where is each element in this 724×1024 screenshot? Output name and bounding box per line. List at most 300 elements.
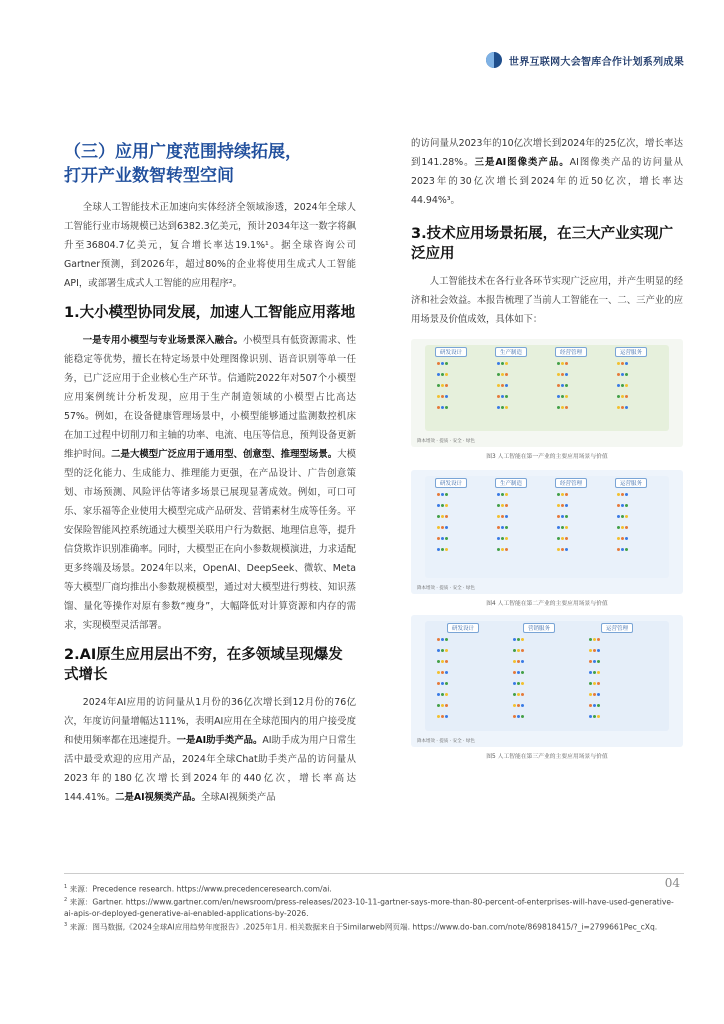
fig-scene-marker xyxy=(437,681,449,686)
fig-value-dot xyxy=(445,649,448,652)
fig-scene-marker xyxy=(497,503,509,508)
fig-scene-marker xyxy=(557,394,569,399)
fig-value-dot xyxy=(437,704,440,707)
fig-value-dot xyxy=(557,515,560,518)
fig-value-dot xyxy=(497,537,500,540)
fig-value-dot xyxy=(517,704,520,707)
fig3-col-2: 生产制造 xyxy=(495,347,527,357)
fig-scene-marker xyxy=(513,670,525,675)
fig-value-dot xyxy=(617,548,620,551)
fig-value-dot xyxy=(617,406,620,409)
fig-value-dot xyxy=(625,504,628,507)
fig-value-dot xyxy=(437,406,440,409)
fig4-col-4: 运营服务 xyxy=(615,478,647,488)
fig-value-dot xyxy=(625,395,628,398)
fig-scene-marker xyxy=(437,670,449,675)
fig-value-dot xyxy=(445,515,448,518)
fig-value-dot xyxy=(561,395,564,398)
fig-scene-marker xyxy=(497,372,509,377)
fig-scene-marker xyxy=(557,536,569,541)
fig-scene-marker xyxy=(617,383,629,388)
fig-scene-marker xyxy=(437,525,449,530)
fig-value-dot xyxy=(565,537,568,540)
fig5-col-1: 研发设计 xyxy=(447,623,479,633)
fig-value-dot xyxy=(497,395,500,398)
footnote-3: $^3$ 来源：图马数据,《2024全球AI应用趋势年度报告》.2025年1月. 相关数据来自于Similarweb网页端. https://www.do-ban.com/note/869818415/?_i=2799661Pec_cXq. xyxy=(64,921,658,932)
fig-value-dot xyxy=(501,373,504,376)
fig-scene-marker xyxy=(557,547,569,552)
fig4-col-2: 生产制造 xyxy=(495,478,527,488)
fig-scene-marker xyxy=(437,383,449,388)
fig-value-dot xyxy=(497,406,500,409)
fig-scene-marker xyxy=(437,394,449,399)
fig-value-dot xyxy=(441,373,444,376)
section-title-line2: 打开产业数智转型空间 xyxy=(64,166,234,186)
fig-value-dot xyxy=(561,362,564,365)
fig4-caption: 图4 人工智能在第二产业的主要应用场景与价值 xyxy=(486,601,608,607)
fig-scene-marker xyxy=(497,361,509,366)
fig-value-dot xyxy=(501,493,504,496)
fig-value-dot xyxy=(437,395,440,398)
fig-value-dot xyxy=(565,526,568,529)
fig-value-dot xyxy=(625,515,628,518)
fig-value-dot xyxy=(505,395,508,398)
fig-value-dot xyxy=(501,504,504,507)
fig-value-dot xyxy=(505,504,508,507)
fig-value-dot xyxy=(497,362,500,365)
fig-value-dot xyxy=(437,660,440,663)
fig-value-dot xyxy=(437,373,440,376)
fig-value-dot xyxy=(521,638,524,641)
fig-value-dot xyxy=(617,395,620,398)
fig-value-dot xyxy=(445,362,448,365)
page-number: 04 xyxy=(664,876,680,890)
fig-value-dot xyxy=(617,493,620,496)
fig-scene-marker xyxy=(513,692,525,697)
fig-scene-marker xyxy=(589,637,601,642)
fig-value-dot xyxy=(505,515,508,518)
fig-value-dot xyxy=(561,537,564,540)
fig-value-dot xyxy=(501,526,504,529)
fig3-legend: 降本增效 · 提质 · 安全 · 绿色 xyxy=(417,439,475,444)
fig-value-dot xyxy=(557,526,560,529)
fig-value-dot xyxy=(565,493,568,496)
fig-value-dot xyxy=(437,682,440,685)
fig-scene-marker xyxy=(437,536,449,541)
fig-value-dot xyxy=(501,362,504,365)
fig-value-dot xyxy=(593,682,596,685)
fig-value-dot xyxy=(589,660,592,663)
fig-value-dot xyxy=(597,715,600,718)
fig-value-dot xyxy=(513,704,516,707)
p2-text: 2024年AI应用的访问量从1月份的36亿次增长到12月份的76亿次，年度访问量增幅达111%，表明AI应用在全球范围内的用户接受度和使用频率都在迅速提升。 xyxy=(64,697,356,746)
fig-scene-marker xyxy=(589,703,601,708)
figure-3-panel xyxy=(425,345,669,431)
fig-scene-marker xyxy=(497,405,509,410)
fig-value-dot xyxy=(501,515,504,518)
fig-value-dot xyxy=(501,384,504,387)
fig-value-dot xyxy=(441,715,444,718)
fig-value-dot xyxy=(505,526,508,529)
fig3-caption: 图3 人工智能在第一产业的主要应用场景与价值 xyxy=(486,454,608,460)
footnote-3-text: 来源：图马数据,《2024全球AI应用趋势年度报告》.2025年1月. 相关数据来自于Similarweb网页端. https://www.do-ban.com/note/869818415/?_i=2799661Pec_cXq. xyxy=(69,922,658,932)
fig-value-dot xyxy=(593,693,596,696)
fig-value-dot xyxy=(621,515,624,518)
fig-value-dot xyxy=(517,671,520,674)
fig3-col-1: 研发设计 xyxy=(435,347,467,357)
fig-scene-marker xyxy=(437,547,449,552)
fig-scene-marker xyxy=(589,681,601,686)
fig-value-dot xyxy=(597,671,600,674)
fig-value-dot xyxy=(565,384,568,387)
fig-value-dot xyxy=(621,526,624,529)
fig-value-dot xyxy=(517,638,520,641)
fig-value-dot xyxy=(441,704,444,707)
fig-value-dot xyxy=(441,384,444,387)
fig-scene-marker xyxy=(617,547,629,552)
p1-text: 小模型具有低资源需求、性能稳定等优势，擅长在特定场景中处理图像识别、语音识别等单一任务，已广泛应用于企业核心生产环节。信通院2022年对507个小模型应用案例统计分析发现，应用于生产制造领域的小模型占比高达57%。例如，在设备健康管理场景中，小模型能够通过监测数控机床在加工过程中切削刀和主轴的功率、电流、电压等信息，预判设备更新维护时间。 xyxy=(64,335,356,460)
fig-value-dot xyxy=(441,493,444,496)
fig-scene-marker xyxy=(513,648,525,653)
fig-value-dot xyxy=(625,406,628,409)
fig-value-dot xyxy=(441,515,444,518)
fig-value-dot xyxy=(621,493,624,496)
page-header xyxy=(486,52,684,68)
fig-value-dot xyxy=(513,715,516,718)
fig-value-dot xyxy=(445,671,448,674)
fig-scene-marker xyxy=(497,394,509,399)
fig-value-dot xyxy=(557,362,560,365)
fig-scene-marker xyxy=(589,670,601,675)
footnote-2: $^2$ 来源：Gartner. https://www.gartner.com/en/newsroom/press-releases/2023-10-11-gartner-says-more-than-80-percent-of-enterprises-will-have-used-generative-ai-apis-or-deployed-generative-ai-enabled-applications-by-2026. xyxy=(64,897,674,919)
fig-value-dot xyxy=(437,526,440,529)
fig-value-dot xyxy=(557,548,560,551)
fig-scene-marker xyxy=(557,514,569,519)
fig-scene-marker xyxy=(557,372,569,377)
cont-text2: AI图像类产品的访问量从2023年的30亿次增长到2024年的近50亿次，增长率达44.94%³。 xyxy=(411,157,683,206)
fig-scene-marker xyxy=(617,514,629,519)
fig-scene-marker xyxy=(497,547,509,552)
section-title xyxy=(64,140,356,188)
fig5-col-2: 营销服务 xyxy=(523,623,555,633)
fig-value-dot xyxy=(597,704,600,707)
fig-scene-marker xyxy=(589,648,601,653)
footnotes xyxy=(64,882,674,933)
fig-value-dot xyxy=(437,649,440,652)
fig-value-dot xyxy=(505,493,508,496)
intro-paragraph: 全球人工智能技术正加速向实体经济全领域渗透，2024年全球人工智能行业市场规模已达到6382.3亿美元，预计2034年这一数字将飙升至36804.7亿美元，复合增长率达19.1%¹。据全球咨询公司Gartner预测，到2026年，超过80%的企业将使用生成式人工智能API，或部署生成式人工智能的应用程序²。 xyxy=(64,202,356,289)
fig-value-dot xyxy=(441,548,444,551)
fig-value-dot xyxy=(625,537,628,540)
fig-value-dot xyxy=(621,384,624,387)
fig-value-dot xyxy=(521,649,524,652)
fig-value-dot xyxy=(441,671,444,674)
fig-value-dot xyxy=(445,693,448,696)
cont-bold: 三是AI图像类产品。 xyxy=(474,157,570,168)
fig-value-dot xyxy=(501,537,504,540)
fig-value-dot xyxy=(621,373,624,376)
fig-value-dot xyxy=(517,693,520,696)
fig-scene-marker xyxy=(617,405,629,410)
fig-value-dot xyxy=(445,406,448,409)
fig-value-dot xyxy=(437,693,440,696)
fig-value-dot xyxy=(437,638,440,641)
fig4-col-3: 经营管理 xyxy=(555,478,587,488)
fig-value-dot xyxy=(445,548,448,551)
fig-value-dot xyxy=(561,406,564,409)
footnote-divider xyxy=(64,873,684,874)
fig-value-dot xyxy=(557,406,560,409)
fig-scene-marker xyxy=(437,659,449,664)
fig-value-dot xyxy=(513,693,516,696)
fig-value-dot xyxy=(561,526,564,529)
fig-value-dot xyxy=(445,395,448,398)
fig-value-dot xyxy=(501,406,504,409)
fig-value-dot xyxy=(517,682,520,685)
fig-scene-marker xyxy=(497,492,509,497)
fig-value-dot xyxy=(445,704,448,707)
footnote-1: $^1$ 来源：Precedence research. https://www.precedenceresearch.com/ai. xyxy=(64,884,332,894)
wic-logo-icon xyxy=(486,52,502,68)
fig-scene-marker xyxy=(437,514,449,519)
fig-value-dot xyxy=(617,537,620,540)
fig-value-dot xyxy=(597,660,600,663)
fig-scene-marker xyxy=(497,525,509,530)
fig-value-dot xyxy=(517,660,520,663)
fig-scene-marker xyxy=(437,692,449,697)
figure-4 xyxy=(411,470,683,594)
fig-value-dot xyxy=(497,493,500,496)
fig-value-dot xyxy=(521,715,524,718)
fig-scene-marker xyxy=(557,405,569,410)
fig-value-dot xyxy=(521,671,524,674)
fig-scene-marker xyxy=(589,714,601,719)
fig-value-dot xyxy=(561,548,564,551)
fig-value-dot xyxy=(557,493,560,496)
fig-scene-marker xyxy=(589,659,601,664)
fig-value-dot xyxy=(445,373,448,376)
p2-bold2: 二是AI视频类产品。 xyxy=(115,792,201,803)
fig-value-dot xyxy=(445,638,448,641)
fig5-legend: 降本增效 · 提质 · 安全 · 绿色 xyxy=(417,739,475,744)
fig-value-dot xyxy=(625,373,628,376)
p2-text2: AI助手成为用户日常生活中最受欢迎的应用产品，2024年全球Chat助手类产品的访问量从2023年的180亿次增长到2024年的440亿次，增长率高达144.41%。 xyxy=(64,735,356,803)
fig-value-dot xyxy=(589,682,592,685)
fig-scene-marker xyxy=(437,361,449,366)
fig-value-dot xyxy=(437,493,440,496)
p1-bold2: 二是大模型广泛应用于通用型、创意型、推理型场景。 xyxy=(111,449,338,460)
fig4-legend: 降本增效 · 提质 · 安全 · 绿色 xyxy=(417,586,475,591)
fig-scene-marker xyxy=(437,714,449,719)
heading-1: 1.大小模型协同发展，加速人工智能应用落地 xyxy=(64,305,356,321)
footnote-2-text: 来源：Gartner. https://www.gartner.com/en/newsroom/press-releases/2023-10-11-gartner-says-more-than-80-percent-of-enterprises-will-have-used-generative-ai-apis-or-deployed-generative-ai-enabled-applications-by-2026. xyxy=(64,897,674,919)
fig-value-dot xyxy=(517,649,520,652)
fig-value-dot xyxy=(593,715,596,718)
fig-value-dot xyxy=(597,638,600,641)
fig-value-dot xyxy=(505,373,508,376)
figure-5-panel xyxy=(425,621,669,731)
fig-value-dot xyxy=(589,649,592,652)
fig-value-dot xyxy=(445,493,448,496)
fig-value-dot xyxy=(513,649,516,652)
fig3-col-3: 经营管理 xyxy=(555,347,587,357)
fig-scene-marker xyxy=(437,405,449,410)
fig-value-dot xyxy=(441,638,444,641)
p2-bold: 一是AI助手类产品。 xyxy=(176,735,263,746)
fig-value-dot xyxy=(621,548,624,551)
fig-value-dot xyxy=(513,682,516,685)
fig-value-dot xyxy=(593,671,596,674)
fig-value-dot xyxy=(441,362,444,365)
fig-value-dot xyxy=(617,373,620,376)
fig-value-dot xyxy=(565,504,568,507)
fig-value-dot xyxy=(497,373,500,376)
fig-value-dot xyxy=(441,660,444,663)
fig-value-dot xyxy=(505,537,508,540)
fig-value-dot xyxy=(565,515,568,518)
fig-value-dot xyxy=(441,537,444,540)
fig-scene-marker xyxy=(617,536,629,541)
fig-value-dot xyxy=(625,362,628,365)
fig-scene-marker xyxy=(513,681,525,686)
fig-value-dot xyxy=(505,362,508,365)
fig-value-dot xyxy=(617,515,620,518)
p2-text3: 全球AI视频类产品 xyxy=(200,792,276,803)
figure-3 xyxy=(411,339,683,447)
fig-value-dot xyxy=(617,504,620,507)
fig4-col-1: 研发设计 xyxy=(435,478,467,488)
fig-value-dot xyxy=(437,715,440,718)
figure-5 xyxy=(411,615,683,747)
fig-value-dot xyxy=(437,671,440,674)
fig-scene-marker xyxy=(557,492,569,497)
fig-value-dot xyxy=(497,515,500,518)
fig-value-dot xyxy=(497,548,500,551)
fig-value-dot xyxy=(441,693,444,696)
fig-value-dot xyxy=(561,515,564,518)
fig-value-dot xyxy=(441,395,444,398)
fig-value-dot xyxy=(557,373,560,376)
cont-text: 的访问量从2023年的10亿次增长到2024年的25亿次，增长率达到141.28%。 xyxy=(411,138,683,168)
fig-value-dot xyxy=(445,660,448,663)
fig-scene-marker xyxy=(497,514,509,519)
fig-value-dot xyxy=(565,373,568,376)
fig-value-dot xyxy=(445,384,448,387)
fig-scene-marker xyxy=(513,659,525,664)
fig-value-dot xyxy=(565,548,568,551)
fig-value-dot xyxy=(617,526,620,529)
fig-scene-marker xyxy=(589,692,601,697)
fig-value-dot xyxy=(441,406,444,409)
fig-value-dot xyxy=(513,660,516,663)
fig-value-dot xyxy=(497,504,500,507)
heading-2: 2.AI原生应用层出不穷，在多领域呈现爆发式增长 xyxy=(64,647,343,683)
fig-scene-marker xyxy=(437,372,449,377)
footnote-1-text: 来源：Precedence research. https://www.precedenceresearch.com/ai. xyxy=(69,884,332,894)
fig-value-dot xyxy=(621,395,624,398)
fig-value-dot xyxy=(561,504,564,507)
fig-scene-marker xyxy=(617,394,629,399)
fig-value-dot xyxy=(445,526,448,529)
fig5-caption: 图5 人工智能在第三产业的主要应用场景与价值 xyxy=(486,754,608,760)
fig-value-dot xyxy=(445,715,448,718)
fig-value-dot xyxy=(621,504,624,507)
fig-scene-marker xyxy=(437,503,449,508)
fig-value-dot xyxy=(597,682,600,685)
fig-value-dot xyxy=(625,493,628,496)
fig5-col-3: 运营管理 xyxy=(601,623,633,633)
fig-value-dot xyxy=(625,384,628,387)
fig-value-dot xyxy=(557,384,560,387)
fig-value-dot xyxy=(593,660,596,663)
fig-value-dot xyxy=(437,384,440,387)
fig-value-dot xyxy=(513,671,516,674)
fig-scene-marker xyxy=(557,361,569,366)
fig-value-dot xyxy=(621,362,624,365)
fig-value-dot xyxy=(441,649,444,652)
fig-value-dot xyxy=(437,504,440,507)
fig-value-dot xyxy=(593,638,596,641)
heading-3: 3.技术应用场景拓展，在三大产业实现广泛应用 xyxy=(411,226,674,262)
fig-scene-marker xyxy=(437,637,449,642)
fig-value-dot xyxy=(561,373,564,376)
continued-paragraph xyxy=(411,134,683,210)
fig-value-dot xyxy=(501,395,504,398)
fig-value-dot xyxy=(589,638,592,641)
fig-value-dot xyxy=(505,384,508,387)
paragraph-3: 人工智能技术在各行业各环节实现广泛应用，并产生明显的经济和社会效益。本报告梳理了当前人工智能在一、二、三产业的应用场景及价值成效，具体如下： xyxy=(411,276,683,325)
series-title: 世界互联网大会智库合作计划系列成果 xyxy=(508,56,684,68)
fig-value-dot xyxy=(497,526,500,529)
fig-scene-marker xyxy=(617,361,629,366)
fig-value-dot xyxy=(441,504,444,507)
right-column xyxy=(411,134,683,760)
fig-value-dot xyxy=(437,537,440,540)
fig-value-dot xyxy=(597,693,600,696)
figure-4-panel xyxy=(425,476,669,578)
fig-value-dot xyxy=(565,362,568,365)
fig-value-dot xyxy=(621,537,624,540)
fig-scene-marker xyxy=(513,703,525,708)
fig-value-dot xyxy=(521,704,524,707)
fig-scene-marker xyxy=(497,536,509,541)
fig-value-dot xyxy=(505,548,508,551)
fig-scene-marker xyxy=(513,714,525,719)
p1-text2: 大模型的泛化能力、生成能力、推理能力更强，在产品设计、广告创意策划、市场预测、风险评估等诸多场景已展现显著成效。例如，可口可乐、家乐福等企业使用大模型完成产品研发、营销素材生成等任务。平安保险智能风控系统通过大模型关联用户行为数据、地理信息等，提升信贷欺诈识别准确率。同时，大模型正在向小参数规模演进，力求适配更多终端及场景。2024年以来，OpenAI、DeepSeek、微软、Meta等大模型厂商均推出小参数规模模型，通过对大模型进行剪枝、知识蒸馏、量化等操作对原有参数“瘦身”，大幅降低对计算资源和内存的需求，实现模型灵活部署。 xyxy=(64,449,356,631)
fig-value-dot xyxy=(521,682,524,685)
fig-value-dot xyxy=(593,649,596,652)
fig3-col-4: 运营服务 xyxy=(615,347,647,357)
fig-scene-marker xyxy=(617,372,629,377)
fig-value-dot xyxy=(589,715,592,718)
fig-value-dot xyxy=(589,671,592,674)
fig-value-dot xyxy=(517,715,520,718)
fig-scene-marker xyxy=(617,492,629,497)
fig-value-dot xyxy=(565,406,568,409)
fig-value-dot xyxy=(437,362,440,365)
fig-value-dot xyxy=(625,548,628,551)
fig-value-dot xyxy=(513,638,516,641)
fig-value-dot xyxy=(497,384,500,387)
fig-value-dot xyxy=(557,395,560,398)
fig-value-dot xyxy=(597,649,600,652)
fig-value-dot xyxy=(593,704,596,707)
fig-value-dot xyxy=(557,504,560,507)
fig-value-dot xyxy=(437,548,440,551)
section-title-line1: （三）应用广度范围持续拓展， xyxy=(64,142,302,162)
fig-value-dot xyxy=(521,693,524,696)
fig-value-dot xyxy=(617,362,620,365)
